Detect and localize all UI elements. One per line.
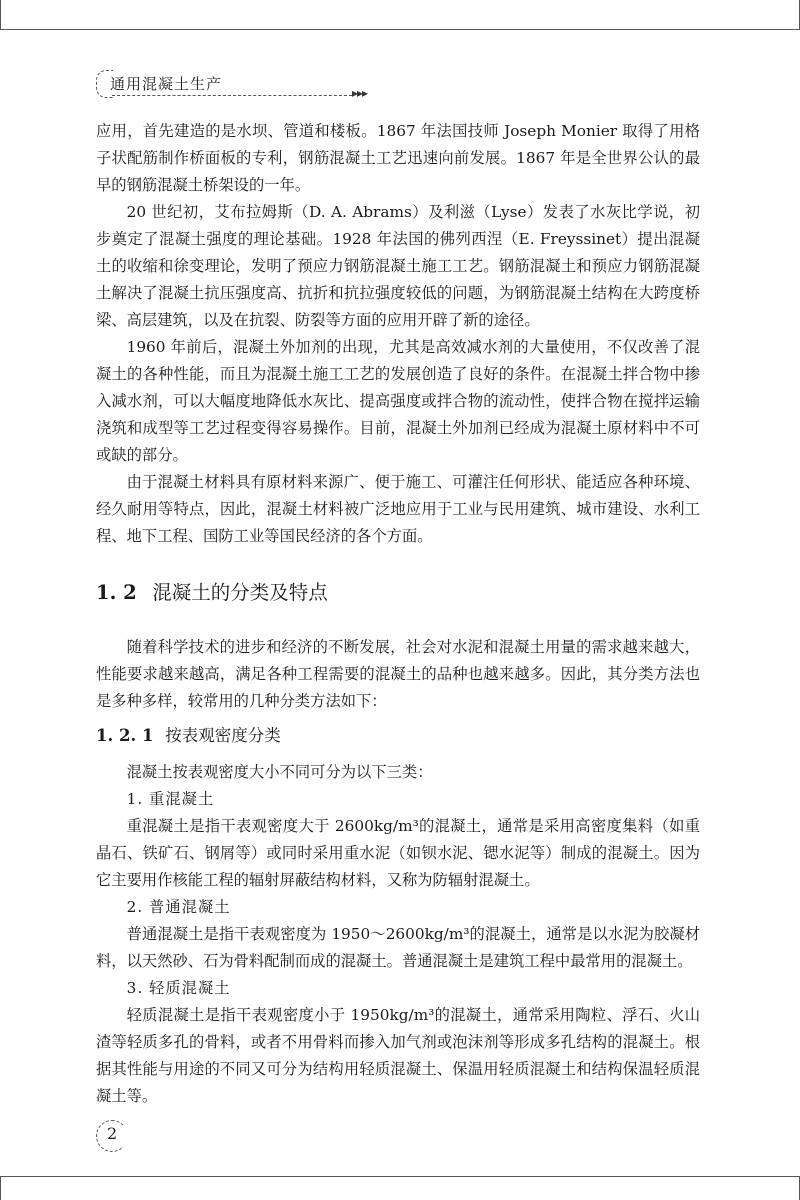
subsection-title: 按表观密度分类 bbox=[165, 726, 281, 745]
frame-line bbox=[0, 1176, 1, 1200]
page-content bbox=[96, 118, 700, 1110]
arrows-icon: ▸▸▸ bbox=[352, 86, 368, 100]
section-number: 1. 2 bbox=[96, 581, 137, 604]
running-head-rule bbox=[112, 95, 352, 96]
paragraph: 应用，首先建造的是水坝、管道和楼板。1867 年法国技师 Joseph Monier 取得了用格子状配筋制作桥面板的专利，钢筋混凝土工艺迅速向前发展。1867 年是全世界公认的最早的钢筋混凝土桥架设的一年。 bbox=[96, 122, 700, 194]
frame-line bbox=[0, 29, 800, 30]
subsection-heading bbox=[96, 721, 700, 751]
item-heading: 1. 重混凝土 bbox=[126, 790, 215, 808]
running-head bbox=[96, 70, 368, 100]
paragraph: 普通混凝土是指干表观密度为 1950～2600kg/m³的混凝土，通常是以水泥为胶凝材料，以天然砂、石为骨料配制而成的混凝土。普通混凝土是建筑工程中最常用的混凝土。 bbox=[96, 925, 700, 970]
frame-line bbox=[0, 0, 1, 30]
paragraph: 20 世纪初，艾布拉姆斯（D. A. Abrams）及利滋（Lyse）发表了水灰比学说，初步奠定了混凝土强度的理论基础。1928 年法国的佛列西涅（E. Freyssinet）提出混凝土的收缩和徐变理论，发明了预应力钢筋混凝土施工工艺。钢筋混凝土和预应力钢筋混凝土解决了混凝土抗压强度高、抗折和抗拉强度较低的问题，为钢筋混凝土结构在大跨度桥梁、高层建筑，以及在抗裂、防裂等方面的应用开辟了新的途径。 bbox=[96, 203, 700, 329]
page-frame-top bbox=[0, 0, 800, 30]
paragraph: 1960 年前后，混凝土外加剂的出现，尤其是高效减水剂的大量使用，不仅改善了混凝土的各种性能，而且为混凝土施工工艺的发展创造了良好的条件。在混凝土拌合物中掺入减水剂，可以大幅度地降低水灰比、提高强度或拌合物的流动性，使拌合物在搅拌运输浇筑和成型等工艺过程变得容易操作。目前，混凝土外加剂已经成为混凝土原材料中不可或缺的部分。 bbox=[96, 338, 700, 464]
page-number-text: 2 bbox=[107, 1124, 118, 1143]
paragraph: 轻质混凝土是指干表观密度小于 1950kg/m³的混凝土，通常采用陶粒、浮石、火山渣等轻质多孔的骨料，或者不用骨料而掺入加气剂或泡沫剂等形成多孔结构的混凝土。根据其性能与用途的不同又可分为结构用轻质混凝土、保温用轻质混凝土和结构保温轻质混凝土等。 bbox=[96, 1006, 700, 1105]
item-heading: 3. 轻质混凝土 bbox=[126, 979, 231, 997]
paragraph: 随着科学技术的进步和经济的不断发展，社会对水泥和混凝土用量的需求越来越大，性能要求越来越高，满足各种工程需要的混凝土的品种也越来越多。因此，其分类方法也是多种多样，较常用的几种分类方法如下： bbox=[96, 638, 700, 710]
paragraph: 重混凝土是指干表观密度大于 2600kg/m³的混凝土，通常是采用高密度集料（如重晶石、铁矿石、钢屑等）或同时采用重水泥（如钡水泥、锶水泥等）制成的混凝土。因为它主要用作核能工程的辐射屏蔽结构材料，又称为防辐射混凝土。 bbox=[96, 817, 700, 889]
section-heading bbox=[96, 578, 700, 608]
paragraph: 由于混凝土材料具有原材料来源广、便于施工、可灌注任何形状、能适应各种环境、经久耐用等特点，因此，混凝土材料被广泛地应用于工业与民用建筑、城市建设、水利工程、地下工程、国防工业等国民经济的各个方面。 bbox=[96, 473, 700, 545]
running-head-title: 通用混凝土生产 bbox=[110, 75, 223, 93]
subsection-number: 1. 2. 1 bbox=[96, 726, 154, 745]
page-frame-bottom bbox=[0, 1176, 800, 1200]
page-number bbox=[96, 1120, 126, 1150]
section-title: 混凝土的分类及特点 bbox=[152, 581, 328, 604]
item-heading: 2. 普通混凝土 bbox=[126, 898, 231, 916]
paragraph: 混凝土按表观密度大小不同可分为以下三类： bbox=[126, 763, 433, 781]
frame-line bbox=[0, 1176, 800, 1177]
